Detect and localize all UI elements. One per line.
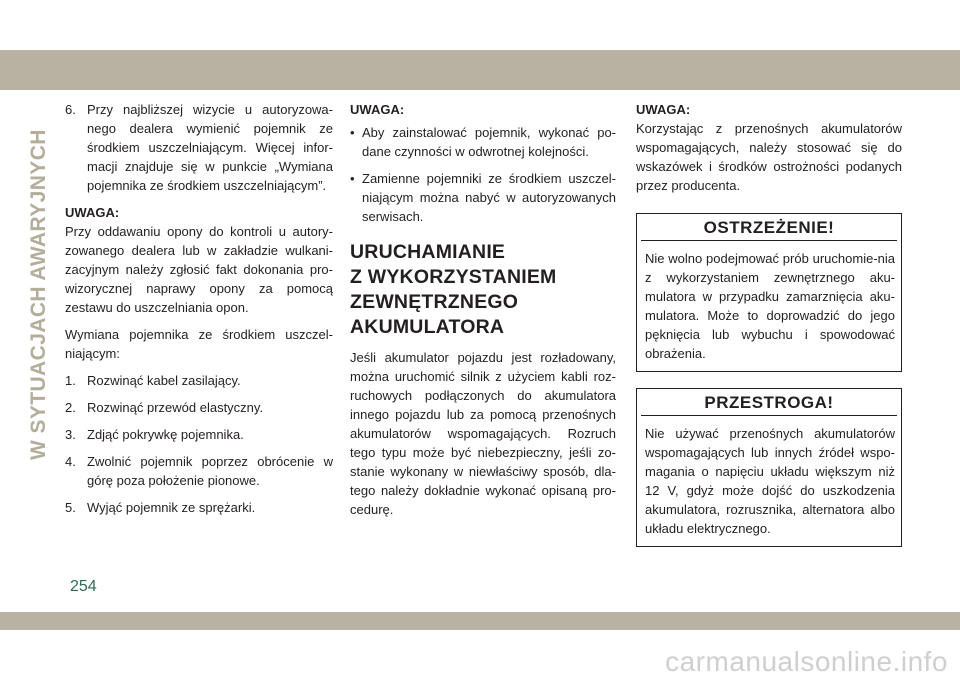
replace-intro: Wymiana pojemnika ze środkiem uszczel-niającym: (65, 327, 333, 361)
column-left (65, 100, 333, 525)
list-item-number: 4. (65, 454, 76, 469)
page-number: 254 (70, 578, 97, 595)
warning-box (636, 213, 902, 372)
section-body: Jeśli akumulator pojazdu jest rozładowany, można uruchomić silnik z użyciem kabli roz-ruchowych podłączonych do akumulatora innego pojazdu lub za pomocą przenośnych akumulatorów wspomagających. Rozruch tego typu może być niebezpieczny, jeśli zo-stanie wykonany w niewłaściwy sposób, dla-tego należy dokładnie wykonać opisaną pro-cedurę. (350, 350, 616, 517)
warning-title: OSTRZEŻENIE! (703, 218, 835, 237)
list-item-number: 2. (65, 400, 76, 415)
bullet-marker: • (350, 171, 355, 186)
list-item-text: Zwolnić pojemnik poprzez obrócenie w górę poza położenie pionowe. (87, 454, 333, 488)
column-right (636, 100, 902, 547)
note-label: UWAGA: (636, 102, 691, 117)
bullet-marker: • (350, 125, 355, 140)
list-item-text: Wyjąć pojemnik ze sprężarki. (87, 500, 256, 515)
column-middle (350, 100, 616, 527)
caution-title: PRZESTROGA! (704, 393, 834, 412)
list-item-text: Rozwinąć przewód elastyczny. (87, 400, 264, 415)
heading-line: Z WYKORZYSTANIEM (350, 266, 557, 288)
heading-line: URUCHAMIANIE (350, 241, 506, 263)
list-item-number: 6. (65, 102, 76, 117)
note-text: Przy oddawaniu opony do kontroli u autory-zowanego dealera lub w zakładzie wulkani-zacyjnym należy zgłosić fakt dokonania pro-wizorycznej naprawy opony za pomocą zestawu do uszczelniania opon. (65, 224, 333, 315)
bullet-item (350, 123, 616, 161)
list-item-step-6 (65, 100, 333, 195)
list-item-text: Zdjąć pokrywkę pojemnika. (87, 427, 244, 442)
watermark: carmanualsonline.info (665, 646, 948, 677)
top-decorative-band (0, 50, 960, 90)
list-item-number: 1. (65, 373, 76, 388)
warning-text: Nie wolno podejmować prób uruchomie-nia z wykorzystaniem zewnętrznego aku-mulatora w przypadku zamarznięcia aku-mulatora. Może to doprowadzić do jego pęknięcia lub wybuchu i spowodować obrażenia. (645, 251, 895, 361)
list-item-text: Przy najbliższej wizycie u autoryzowa-nego dealera wymienić pojemnik ze środkiem uszczelniającym. Więcej infor-macji znajduje się w punkcie „Wymiana pojemnika ze środkiem uszczelniającym”. (87, 102, 333, 193)
list-item-step-5 (65, 498, 333, 517)
bullet-text: Zamienne pojemniki ze środkiem uszczel-niającym można nabyć w autoryzowanych serwisach. (362, 171, 616, 224)
list-item-number: 3. (65, 427, 76, 442)
caution-text: Nie używać przenośnych akumulatorów wspomagających lub innych źródeł wspo-magania o napięciu układu większym niż 12 V, gdyż może dojść do uszkodzenia akumulatora, rozrusznika, alternatora albo układu elektrycznego. (645, 426, 895, 536)
caution-box (636, 388, 902, 547)
note-label: UWAGA: (65, 205, 120, 220)
list-item-step-3 (65, 425, 333, 444)
heading-line: AKUMULATORA (350, 316, 505, 338)
bullet-text: Aby zainstalować pojemnik, wykonać po-dane czynności w odwrotnej kolejności. (362, 125, 616, 159)
note-label: UWAGA: (350, 102, 405, 117)
section-sidebar-title-text: W SYTUACJACH AWARYJNYCH (27, 129, 50, 460)
bullet-item (350, 169, 616, 226)
list-item-step-1 (65, 371, 333, 390)
list-item-step-4 (65, 452, 333, 490)
bottom-decorative-band (0, 612, 960, 630)
note-text: Korzystając z przenośnych akumulatorów wspomagających, należy stosować się do wskazówek i środków ostrożności podanych przez producenta. (636, 121, 902, 193)
list-item-text: Rozwinąć kabel zasilający. (87, 373, 241, 388)
section-heading (350, 240, 616, 340)
list-item-number: 5. (65, 500, 76, 515)
list-item-step-2 (65, 398, 333, 417)
heading-line: ZEWNĘTRZNEGO (350, 291, 519, 313)
